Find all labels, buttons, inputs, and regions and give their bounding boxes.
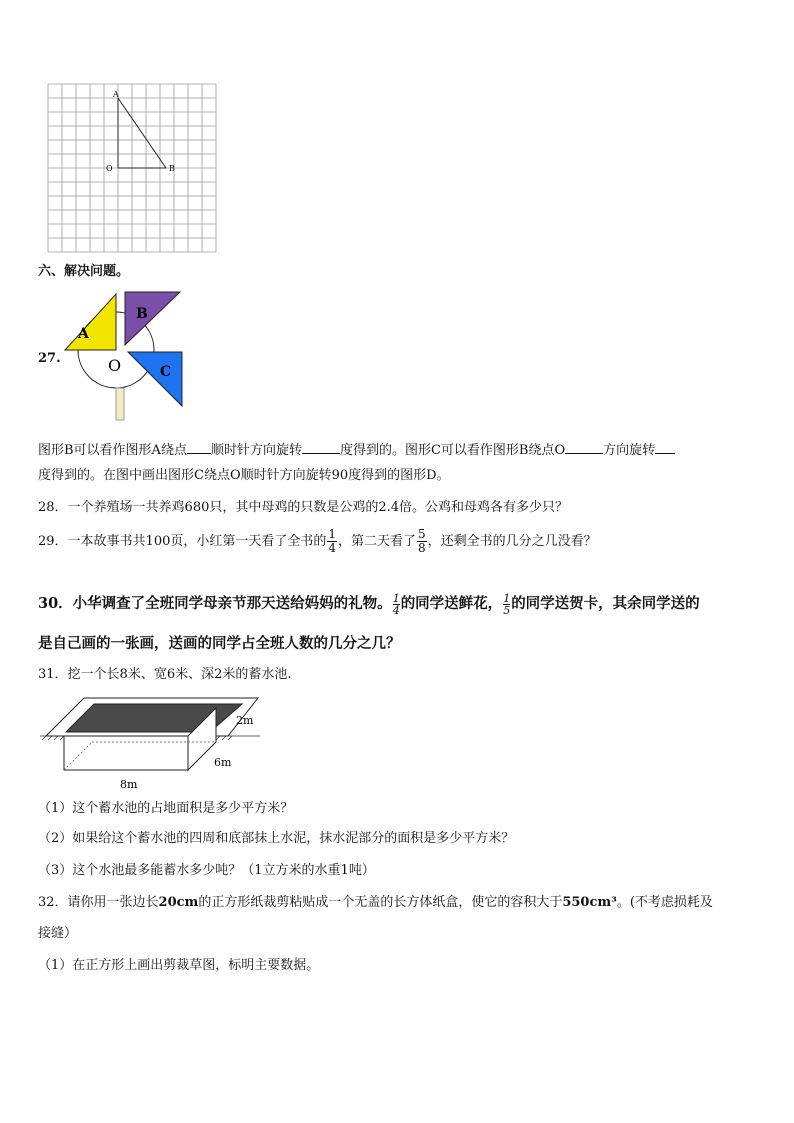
length-label: 8m [120,778,138,791]
fraction-one-fifth: $\frac{1}{5}$ [503,591,511,617]
width-label: 6m [214,756,232,769]
section-title: 六、解决问题。 [38,264,130,279]
blank-2[interactable] [302,439,340,454]
grid-label-a: A [113,90,119,99]
q32-line2: 接缝） [38,926,78,941]
q31-text: 31．挖一个长8米、宽6米、深2米的蓄水池. [38,667,292,682]
q30-line2: 是自己画的一张画，送画的同学占全班人数的几分之几？ [38,635,401,652]
pinwheel-figure [60,290,190,422]
grid-label-b: B [169,164,175,173]
label-c: C [160,364,172,380]
triangle-a [65,294,116,350]
depth-label: 2m [236,714,254,727]
q28-text: 28．一个养殖场一共养鸡680只，其中母鸡的只数是公鸡的2.4倍。公鸡和母鸡各有多少只？ [38,500,569,515]
pinwheel-stick [116,388,124,420]
reservoir-figure [38,690,266,794]
blank-1[interactable] [187,439,211,454]
q32-sub1: （1）在正方形上画出剪裁草图，标明主要数据。 [38,958,320,973]
q32-line1: 32．请你用一张边长20cm的正方形纸裁剪粘贴成一个无盖的长方体纸盒，使它的容积大于550cm³。(不考虑损耗及 [38,895,713,910]
triangle-aob [118,98,166,168]
grid-label-o: O [106,164,113,173]
label-o: O [108,356,122,375]
label-a: A [78,326,89,342]
q27-number: 27. [38,351,61,366]
q27-line2: 度得到的。在图中画出图形C绕点O顺时针方向旋转90度得到的图形D。 [38,468,450,483]
triangle-b [125,292,180,345]
q30-line1: 30．小华调查了全班同学母亲节那天送给妈妈的礼物。 $\frac{1}{4}$ 的同学送鲜花， $\frac{1}{5}$ 的同学送贺卡，其余同学送的 [38,591,700,617]
fraction-one-quarter: $\frac{1}{4}$ [392,591,400,617]
blank-3[interactable] [565,439,603,454]
q31-sub1: （1）这个蓄水池的占地面积是多少平方米？ [38,801,294,816]
q29-text: 29．一本故事书共100页，小红第一天看了全书的 $\frac{1}{4}$ ，第二天看了 $\frac{5}{8}$ ，还剩全书的几分之几没看？ [38,527,597,555]
q31-sub2: （2）如果给这个蓄水池的四周和底部抹上水泥，抹水泥部分的面积是多少平方米？ [38,831,515,846]
label-b: B [136,306,148,322]
q27-line1: 图形B可以看作图形A绕点 顺时针方向旋转 度得到的。图形C可以看作图形B绕点O 方向旋转 [38,439,675,460]
fraction-five-eighths: $\frac{5}{8}$ [418,527,426,555]
q31-sub3: （3）这个水池最多能蓄水多少吨？（1立方米的水重1吨） [38,863,375,878]
fraction-one-quarter: $\frac{1}{4}$ [328,527,336,555]
grid-figure [46,82,221,257]
blank-4[interactable] [655,439,675,454]
